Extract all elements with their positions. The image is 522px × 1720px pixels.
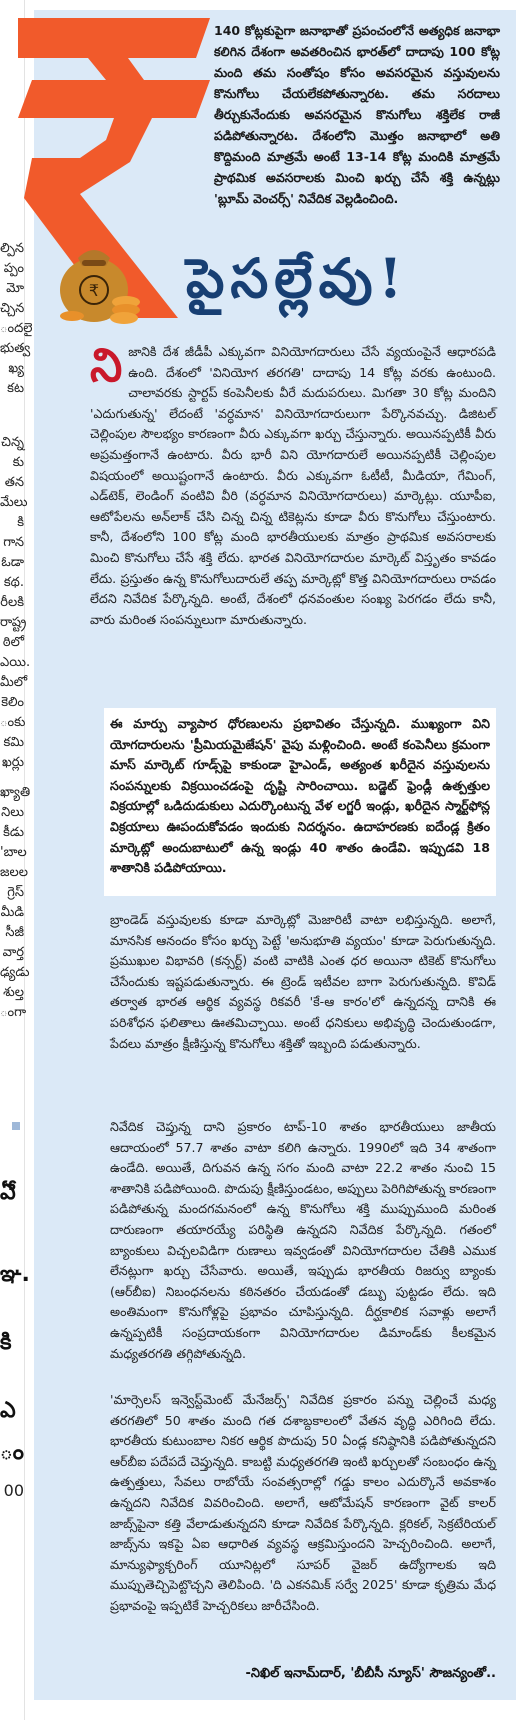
neighbor-fragment: ప్పం bbox=[3, 261, 24, 276]
highlight-paragraph: ఈ మార్పు వ్యాపార ధోరణులను ప్రభావితం చేస్తున్నది. ముఖ్యంగా విని యోగదారులను 'ప్రీమియమైజేషన్' వైపు మళ్లించింది. అంటే కంపెనీలు క్రమంగా మాస్ మార్కెట్ గూడ్స్‌పై కాకుండా హైఎండ్, అత్యంత ఖరీదైన వస్తువులను సంపన్నులకు విక్రయించడంపై దృష్టి సారించాయి. బడ్జెట్ ఫ్రెండ్లీ ఉత్పత్తుల విక్రయాల్లో ఒడిదుడుకులు ఎదుర్కొంటున్న వేళ లగ్జరీ ఇండ్లు, ఖరీదైన స్మార్ట్‌ఫోన్ల విక్రయాలు ఊపందుకోవడం ఇందుకు నిదర్శనం. ఉదాహరణకు ఐదేండ్ల క్రితం మార్కెట్లో అందుబాటులో ఉన్న ఇండ్లు 40 శాతం ఉండేవి. ఇప్పుడవి 18 శాతానికి పడిపోయాయి. bbox=[110, 716, 490, 876]
neighbor-digits: 00 bbox=[3, 1481, 24, 1500]
neighbor-heading-fragment: ఎ bbox=[0, 1398, 16, 1423]
neighbor-fragment: మేలు bbox=[0, 495, 28, 510]
column-marker bbox=[12, 1122, 20, 1130]
neighbor-fragment: తన bbox=[4, 475, 24, 490]
neighbor-fragment: గాన bbox=[3, 535, 24, 550]
neighbor-fragment: ఠిలో bbox=[2, 635, 24, 650]
neighbor-heading-fragment: ఏే bbox=[0, 1180, 16, 1205]
neighbor-fragment: ఖ్య bbox=[8, 361, 24, 376]
neighbor-fragment: సీజీ bbox=[5, 925, 24, 940]
neighbor-fragment: చిన్న bbox=[1, 435, 24, 450]
neighbor-fragment: చ్చిన bbox=[0, 301, 25, 316]
body-paragraph-3: బ్రాండెడ్ వస్తువులకు కూడా మార్కెట్లో మెజారిటీ వాటా లభిస్తున్నది. అలాగే, మానసిక ఆనందం కోసం ఖర్చు పెట్టే 'అనుభూతి వ్యయం' కూడా పెరుగుతున్నది. ప్రముఖుల విభావరి (కన్సర్ట్) వంటి వాటికి ఎంత ధర అయినా టికెట్ కొనుగోలు చేసేందుకు ఇష్టపడుతున్నారు. ఈ ట్రెండ్ ఇటీవల బాగా పెరుగుతున్నది. కొవిడ్ తర్వాత భారత ఆర్థిక వ్యవస్థ రికవరీ 'కే-ఆ కారం'లో ఉన్నదన్న దానికి ఈ పరిశోధన ఫలితాలు ఊతమిచ్చాయి. అంటే ధనికులు అభివృద్ధి చెందుతుండగా, పేదలు మాత్రం క్షీణిస్తున్న కొనుగోలు శక్తితో ఇబ్బంది పడుతున్నారు. bbox=[110, 912, 496, 1051]
neighbor-fragment: కమి bbox=[3, 735, 24, 750]
neighbor-fragment: కథ. bbox=[3, 575, 24, 590]
neighbor-fragment: శుల్త bbox=[3, 985, 24, 1000]
neighbor-fragment: వార్త bbox=[2, 945, 24, 960]
neighbor-fragment: ఖ్యాతి bbox=[0, 785, 31, 800]
neighbor-fragment: కు bbox=[12, 455, 24, 470]
svg-text:₹: ₹ bbox=[88, 281, 100, 300]
neighbor-fragment: మో bbox=[6, 281, 24, 296]
neighbor-fragment: మీలో bbox=[0, 675, 28, 690]
neighbor-fragment: ఎయి. bbox=[0, 655, 31, 670]
drop-cap: ని bbox=[90, 338, 123, 392]
neighbor-fragment: కీడు bbox=[3, 825, 24, 840]
body-paragraph-5: 'మార్సెలస్ ఇన్వెస్ట్‌మెంట్ మేనేజర్స్' నివేదిక ప్రకారం పన్ను చెల్లించే మధ్య తరగతిలో 50 శాతం మంది గత దశాబ్దకాలంలో వేతన వృద్ధి ఎరిగింది లేదు. భారతీయ కుటుంబాల నికర ఆర్థిక పొదుపు 50 ఏండ్ల కనిష్ఠానికి పడిపోతున్నదని ఆర్‌బీఐ పదేపదే చెప్తున్నది. కాబట్టి మధ్యతరగతి ఇంటి ఖర్చులతో సంబంధం ఉన్న ఉత్పత్తులు, సేవలు రాబోయే సంవత్సరాల్లో గడ్డు కాలం ఎదుర్కొనే అవకాశం ఉన్నదని నివేదిక వివరించింది. అలాగే, ఆటోమేషన్ కారణంగా వైట్ కాలర్ జాబ్స్‌పైనా కత్తి వేలాడుతున్నదని కూడా నివేదిక పేర్కొన్నది. క్లరికల్, సెక్రటేరియల్ జాబ్స్‌ను ఇకపై ఏఐ ఆధారిత వ్యవస్థ ఆక్రమిస్తుందని హెచ్చరించింది. అలాగే, మాన్యుఫ్యాక్చరింగ్ యూనిట్లలో సూపర్ వైజర్ ఉద్యోగాలకు ఇది ముప్పుతెచ్చిపెట్టొచ్చని తెలిపింది. 'ది ఎకనమిక్ సర్వే 2025' కూడా కృత్రిమ మేధ ప్రభావంపై ఇప్పటికే హెచ్చరికలు జారీచేసింది. bbox=[110, 1392, 496, 1613]
neighbor-fragment: ఓడా bbox=[1, 555, 24, 570]
intro-paragraph: 140 కోట్లకుపైగా జనాభాతో ప్రపంచంలోనే అత్యధిక జనాభా కలిగిన దేశంగా అవతరించిన భారత్‌లో దాదాపు 100 కోట్ల మంది తమ సంతోషం కోసం అవసరమైన వస్తువులను కొనుగోలు చేయలేకపోతున్నారట. తమ సరదాలు తీర్చుకునేందుకు అవసరమైన కొనుగోలు శక్తిలేక రాజీ పడిపోతున్నారట. దేశంలోని మొత్తం జనాభాలో అతి కొద్దిమంది మాత్రమే అంటే 13-14 కోట్ల మందికి మాత్రమే ప్రాథమిక అవసరాలకు మించి ఖర్చు చేసే శక్తి ఉన్నట్లు 'బ్లూమ్ వెంచర్స్' నివేదిక వెల్లడించింది. bbox=[214, 23, 500, 206]
neighbor-fragment: ందలై bbox=[0, 321, 33, 336]
neighbor-fragment: ల్పిన bbox=[0, 241, 24, 256]
neighbor-fragment: జలల bbox=[0, 865, 28, 880]
body-paragraph-4: నివేదిక చెప్తున్న దాని ప్రకారం టాప్-10 శాతం భారతీయులు జాతీయ ఆదాయంలో 57.7 శాతం వాటా కలిగి ఉన్నారు. 1990లో ఇది 34 శాతంగా ఉండేది. అయితే, దిగువన ఉన్న సగం మంది వాటా 22.2 శాతం నుంచి 15 శాతానికి పడిపోయింది. పొదుపు క్షీణిస్తుండటం, అప్పులు పెరిగిపోతున్న కారణంగా పడిపోతున్న మందగమనంలో ఉన్న కొనుగోలు శక్తి ముప్పుముంది మరింత దారుణంగా తయారయ్యే పరిస్థితి ఉన్నదని నివేదిక పేర్కొన్నది. గతంలో బ్యాంకులు విచ్చలవిడిగా రుణాలు ఇవ్వడంతో వినియోగదారుల చేతికి ఎముక లేనట్లుగా ఖర్చు చేసేవారు. అయితే, ఇప్పుడు భారతీయ రిజర్వు బ్యాంకు (ఆర్‌బీఐ) నిబంధనలను కఠినతరం చేయడంతో డబ్బు పుట్టడం లేదు. ఇది అంతిమంగా కొనుగోళ్లపై ప్రభావం చూపిస్తున్నది. దీర్ఘకాలిక సవాళ్లు అలాగే ఉన్నప్పటికీ సంప్రదాయకంగా వినియోగదారుల డిమాండ్‌కు కీలకమైన మధ్యతరగతి తగ్గిపోతున్నది. bbox=[110, 1119, 496, 1361]
neighbor-fragment: మీడి bbox=[0, 905, 24, 920]
neighbor-fragment: ంగా bbox=[0, 1005, 27, 1020]
money-bag-icon bbox=[56, 232, 142, 324]
neighbor-heading-fragment: ం bbox=[0, 1440, 24, 1465]
neighbor-fragment: ఢ్యడు bbox=[0, 965, 30, 980]
neighbor-fragment: నిలు bbox=[1, 805, 24, 820]
paragraph-1-text: జానికి దేశ జీడీపీ ఎక్కువగా వినియోగదారులు చేసే వ్యయంపైనే ఆధారపడి ఉంది. దేశంలో 'వినియోగ తరగతి' దాదాపు 14 కోట్ల వరకు ఉంటుంది. చాలావరకు స్టార్టప్ కంపెనీలకు వీరే మదుపరులు. మిగతా 30 కోట్ల మందిని 'ఎదుగుతున్న' లేదంటే 'వర్ధమాన' వినియోగదారులుగా పేర్కొనవచ్చు. డిజిటల్ చెల్లింపుల సౌలభ్యం కారణంగా వీరు ఎక్కువగా ఖర్చు చేస్తున్నారు. అయినప్పటికీ వీరు అప్రమత్తంగానే ఉంటారు. వీరు భారీ విని యోగదారులే అయినప్పటికీ చెల్లింపుల విషయంలో అయిష్టంగానే ఉంటారు. వీరు ఎక్కువగా ఓటీటీ, మీడియా, గేమింగ్, ఎడ్‌టెక్, లెండింగ్ వంటివి వీరి (వర్ధమాన వినియోగదారులు) మార్కెట్లు. యూపీఐ, ఆటోపేలను అన్‌లాక్ చేసి చిన్న చిన్న టికెట్లను కూడా వీరు కొనుగోలు చేస్తుంటారు. కానీ, దేశంలోని 100 కోట్ల మంది భారతీయులకు మాత్రం ప్రాథమిక అవసరాలకు మించి కొనుగోలు చేసే శక్తి లేదు. భారత వినియోగదారుల మార్కెట్ విస్తృతం కావడం లేదు. ప్రస్తుతం ఉన్న కొనుగోలుదారులే తప్ప మార్కెట్లో కొత్త వినియోగదారులు రావడం లేదని నివేదిక పేర్కొన్నది. అంటే, దేశంలో ధనవంతుల సంఖ్య పెరగడం లేదు కానీ, వారు మరింత సంపన్నులుగా మారుతున్నారు. bbox=[90, 344, 496, 627]
neighbor-heading-fragment: కి bbox=[0, 1330, 12, 1355]
byline: -నిఖిల్ ఇనామ్‌దార్, 'బీబీసీ న్యూస్' సౌజన్యంతో.. bbox=[245, 1666, 496, 1681]
neighbor-fragment: 'బాల bbox=[0, 845, 27, 860]
neighbor-fragment: రాష్ట్ర bbox=[0, 615, 27, 630]
neighbor-fragment: గ్రెస్ bbox=[7, 885, 24, 900]
body-paragraph-1 bbox=[90, 338, 496, 630]
neighbor-fragment: కి bbox=[17, 515, 24, 530]
neighbor-heading-fragment: ఞ. bbox=[0, 1262, 30, 1287]
neighbor-fragment: రీలకి bbox=[0, 595, 24, 610]
neighbor-fragment: ఖర్లు bbox=[1, 755, 24, 770]
neighbor-fragment: కట bbox=[7, 381, 24, 396]
neighbor-fragment: భుత్వ bbox=[0, 341, 31, 356]
neighbor-fragment: కెలిం bbox=[1, 695, 24, 710]
neighbor-fragment: ంకు bbox=[0, 715, 26, 730]
headline: పైసల్లేవు! bbox=[186, 246, 409, 310]
